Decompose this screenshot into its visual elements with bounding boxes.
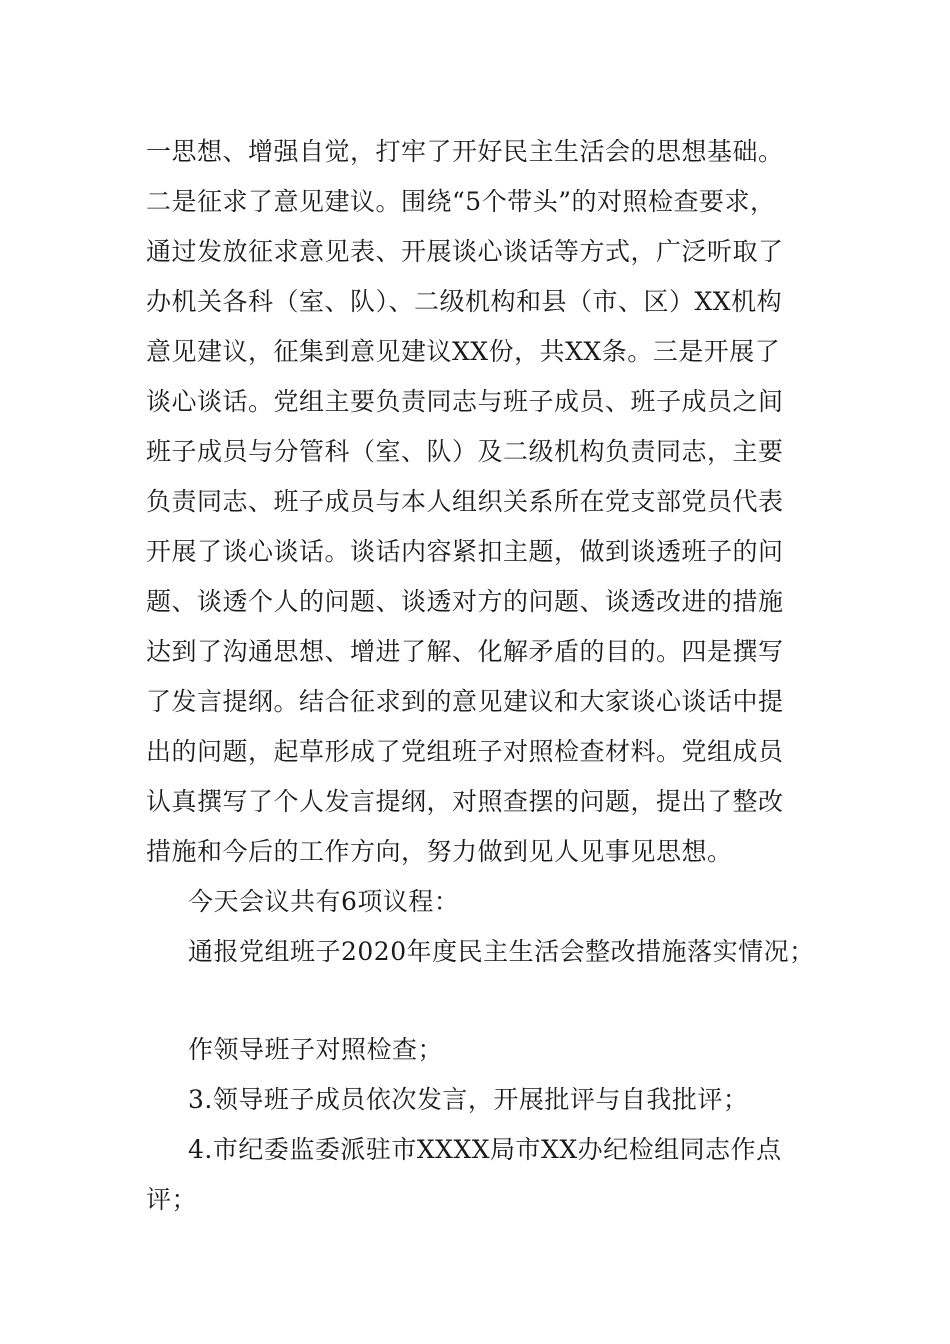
body-line-11: 达到了沟通思想、增进了解、化解矛盾的目的。四是撰写	[146, 637, 784, 666]
body-line-1: 一思想、增强自觉，打牢了开好民主生活会的思想基础。	[146, 137, 784, 166]
body-line-4: 办机关各科（室、队）、二级机构和县（市、区）XX机构	[146, 287, 783, 316]
agenda-intro: 今天会议共有6项议程：	[188, 887, 460, 916]
body-line-2: 二是征求了意见建议。围绕“5个带头”的对照检查要求，	[146, 187, 776, 216]
body-line-10: 题、谈透个人的问题、谈透对方的问题、谈透改进的措施	[146, 587, 784, 616]
body-line-6: 谈心谈话。党组主要负责同志与班子成员、班子成员之间	[146, 387, 784, 416]
body-line-14: 认真撰写了个人发言提纲，对照查摆的问题，提出了整改	[146, 787, 784, 816]
body-line-15: 措施和今后的工作方向，努力做到见人见事见思想。	[146, 837, 733, 866]
agenda-item-1: 通报党组班子2020年度民主生活会整改措施落实情况；	[188, 937, 815, 966]
body-line-5: 意见建议，征集到意见建议XX份，共XX条。三是开展了	[146, 337, 781, 366]
agenda-item-3: 3.领导班子成员依次发言，开展批评与自我批评；	[188, 1085, 749, 1114]
body-line-7: 班子成员与分管科（室、队）及二级机构负责同志，主要	[146, 437, 784, 466]
agenda-item-4-wrap: 评；	[146, 1185, 198, 1214]
body-line-8: 负责同志、班子成员与本人组织关系所在党支部党员代表	[146, 487, 784, 516]
agenda-item-4: 4.市纪委监委派驻市XXXX局市XX办纪检组同志作点	[188, 1135, 782, 1164]
body-line-13: 出的问题，起草形成了党组班子对照检查材料。党组成员	[146, 737, 784, 766]
body-line-12: 了发言提纲。结合征求到的意见建议和大家谈心谈话中提	[146, 687, 784, 716]
body-line-9: 开展了谈心谈话。谈话内容紧扣主题，做到谈透班子的问	[146, 537, 784, 566]
body-line-3: 通过发放征求意见表、开展谈心谈话等方式，广泛听取了	[146, 237, 784, 266]
agenda-item-2: 作领导班子对照检查；	[188, 1035, 444, 1064]
